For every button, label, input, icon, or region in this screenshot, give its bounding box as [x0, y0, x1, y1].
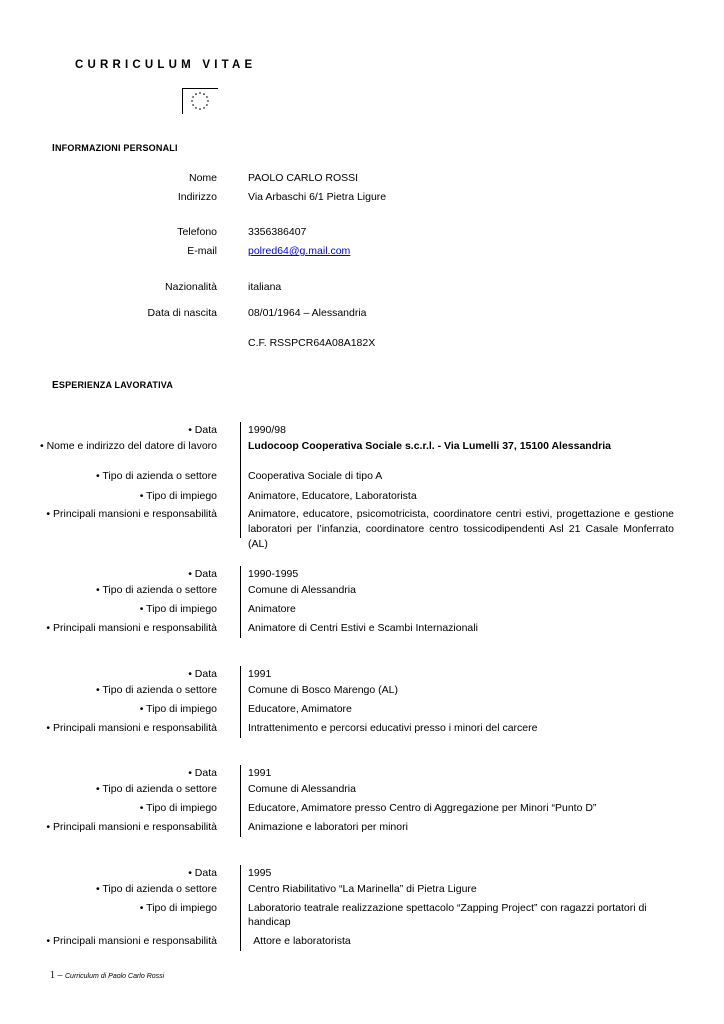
entry-label: • Data	[188, 568, 217, 580]
flag-star	[191, 100, 193, 102]
flag-star	[195, 107, 197, 109]
flag-star	[192, 96, 194, 98]
entry-value: Laboratorio teatrale realizzazione spettacolo “Zapping Project” con ragazzi portatori di handicap	[248, 902, 647, 928]
flag-star	[192, 104, 194, 106]
entry-label: • Nome e indirizzo del datore di lavoro	[39, 440, 217, 452]
flag-star	[206, 104, 208, 106]
entry-value: 1991	[248, 767, 272, 779]
flag-star	[206, 96, 208, 98]
eu-flag-icon	[182, 88, 218, 114]
entry-label: • Tipo di azienda o settore	[95, 470, 217, 482]
page-number: 1	[50, 970, 55, 981]
entry-value: 1995	[248, 867, 272, 879]
entry-divider	[240, 422, 241, 538]
entry-value: Comune di Alessandria	[248, 584, 356, 596]
entry-value: Cooperativa Sociale di tipo A	[248, 470, 383, 482]
entry-value: Educatore, Amimatore presso Centro di Aggregazione per Minori “Punto D”	[248, 802, 597, 814]
label-email: E-mail	[187, 245, 217, 257]
label-nome: Nome	[188, 172, 217, 184]
entry-label: • Tipo di azienda o settore	[95, 883, 217, 895]
entry-divider	[240, 666, 241, 738]
entry-divider	[240, 765, 241, 837]
entry-label: • Tipo di impiego	[139, 490, 217, 502]
label-nazionalita: Nazionalità	[165, 281, 217, 293]
entry-divider	[240, 566, 241, 638]
entry-value: Centro Riabilitativo “La Marinella” di Pietra Ligure	[248, 883, 477, 895]
entry-label: • Data	[188, 668, 217, 680]
value-telefono: 3356386407	[248, 226, 307, 238]
cv-title: CURRICULUM VITAE	[75, 59, 257, 71]
entry-label: • Principali mansioni e responsabilità	[46, 821, 217, 833]
label-data-nascita: Data di nascita	[147, 307, 217, 319]
entry-value: 1990-1995	[248, 568, 299, 580]
entry-label: • Tipo di impiego	[139, 902, 217, 914]
entry-label: • Tipo di azienda o settore	[95, 684, 217, 696]
entry-divider	[240, 865, 241, 951]
entry-label: • Principali mansioni e responsabilità	[46, 622, 217, 634]
entry-value: Animatore	[248, 603, 296, 615]
entry-value: 1990/98	[248, 424, 286, 436]
entry-value: Animatore di Centri Estivi e Scambi Internazionali	[248, 622, 478, 634]
flag-star	[203, 93, 205, 95]
entry-label: • Principali mansioni e responsabilità	[46, 508, 217, 520]
entry-label: • Tipo di impiego	[139, 802, 217, 814]
flag-star	[195, 93, 197, 95]
entry-label: • Data	[188, 424, 217, 436]
value-codice-fiscale: C.F. RSSPCR64A08A182X	[248, 337, 376, 349]
entry-value: Comune di Bosco Marengo (AL)	[248, 684, 398, 696]
entry-value: Comune di Alessandria	[248, 783, 356, 795]
entry-value: Animazione e laboratori per minori	[248, 821, 408, 833]
value-nome: PAOLO CARLO ROSSI	[248, 172, 359, 184]
section-title-personal: INFORMAZIONI PERSONALI	[52, 143, 178, 154]
footer-doc-title: Curriculum di Paolo Carlo Rossi	[65, 973, 165, 980]
entry-label: • Tipo di impiego	[139, 703, 217, 715]
flag-star	[199, 92, 201, 94]
entry-value: 1991	[248, 668, 272, 680]
entry-value: Attore e laboratorista	[248, 935, 351, 947]
label-indirizzo: Indirizzo	[177, 191, 217, 203]
employer-name: Ludocoop Cooperativa Sociale s.c.r.l. - Via Lumelli 37, 15100 Alessandria	[248, 440, 611, 452]
entry-label: • Principali mansioni e responsabilità	[46, 722, 217, 734]
entry-value: Intrattenimento e percorsi educativi presso i minori del carcere	[248, 722, 538, 734]
value-email	[248, 245, 350, 257]
entry-label: • Principali mansioni e responsabilità	[46, 935, 217, 947]
entry-value: Animatore, educatore, psicomotricista, coordinatore centri estivi, progettazione e gestione laboratori per l’infanzia, coordinatore centro tossicodipendenti Asl 21 Casale Monferrato (AL)	[248, 508, 674, 550]
flag-star	[199, 108, 201, 110]
label-telefono: Telefono	[177, 226, 217, 238]
value-indirizzo: Via Arbaschi 6/1 Pietra Ligure	[248, 191, 387, 203]
entry-value: Educatore, Amimatore	[248, 703, 352, 715]
flag-star	[207, 100, 209, 102]
value-data-nascita: 08/01/1964 – Alessandria	[248, 307, 367, 319]
page-footer	[50, 970, 164, 981]
entry-label: • Tipo di azienda o settore	[95, 783, 217, 795]
entry-label: • Data	[188, 867, 217, 879]
entry-label: • Tipo di azienda o settore	[95, 584, 217, 596]
email-link[interactable]: polred64@g.mail.com	[248, 245, 351, 257]
flag-star	[203, 107, 205, 109]
entry-label: • Tipo di impiego	[139, 603, 217, 615]
entry-value: Animatore, Educatore, Laboratorista	[248, 490, 417, 502]
entry-label: • Data	[188, 767, 217, 779]
section-title-experience: ESPERIENZA LAVORATIVA	[52, 380, 174, 391]
footer-separator: –	[57, 970, 63, 981]
value-nazionalita: italiana	[248, 281, 282, 293]
